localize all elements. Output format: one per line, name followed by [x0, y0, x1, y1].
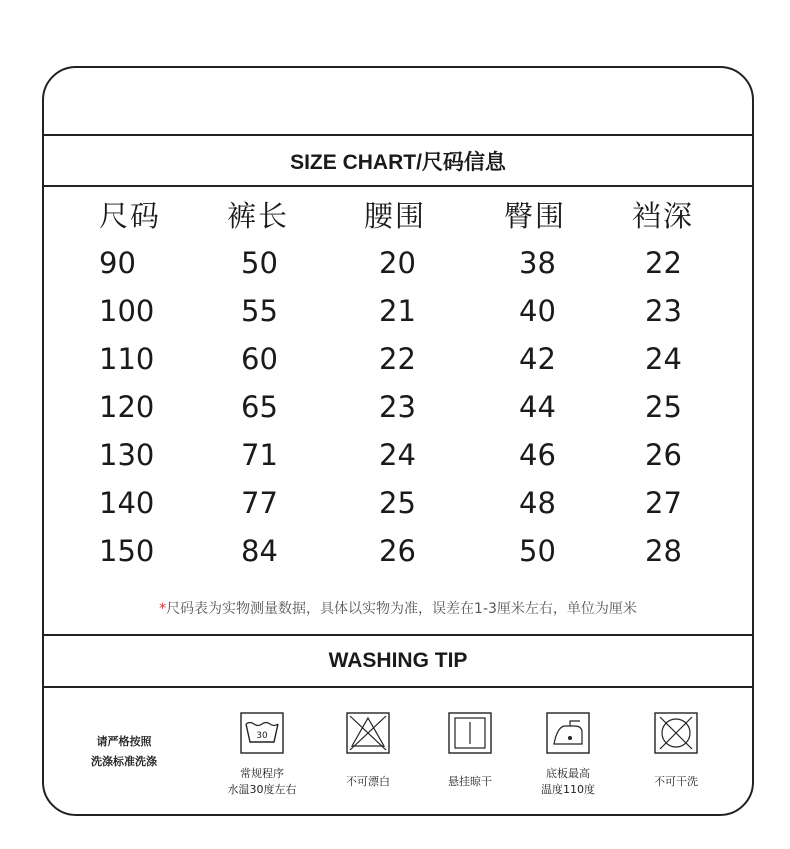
icon-label: [415, 774, 525, 790]
table-cell: 71: [241, 438, 278, 472]
icon-label-line: 底板最高: [546, 767, 590, 780]
table-cell: 40: [519, 294, 556, 328]
table-cell: 65: [241, 390, 278, 424]
hang-dry-icon: [448, 712, 492, 754]
icon-label-line: 温度110度: [541, 783, 595, 796]
washing-intro: [64, 732, 184, 772]
table-cell: 44: [519, 390, 556, 424]
icon-label: [513, 766, 623, 798]
table-cell: 23: [379, 390, 416, 424]
note-asterisk: *: [159, 601, 167, 617]
table-cell: 50: [241, 246, 278, 280]
icon-label-line: 水温30度左右: [227, 783, 297, 796]
table-cell: 26: [645, 438, 682, 472]
no-dry-clean-icon: [654, 712, 698, 754]
icon-label-line: 不可漂白: [346, 775, 390, 788]
table-cell: 26: [379, 534, 416, 568]
table-cell: 28: [645, 534, 682, 568]
table-cell: 22: [379, 342, 416, 376]
table-cell: 120: [99, 390, 155, 424]
table-cell: 27: [645, 486, 682, 520]
no-bleach-icon: [346, 712, 390, 754]
icon-label: [207, 766, 317, 798]
column-header-crotch-depth: 裆深: [632, 199, 695, 233]
table-cell: 60: [241, 342, 278, 376]
note-text: 尺码表为实物测量数据，具体以实物为准，误差在1-3厘米左右，单位为厘米: [166, 601, 637, 617]
table-cell: 25: [645, 390, 682, 424]
icon-label-line: 不可干洗: [654, 775, 698, 788]
column-header-hip: 臀围: [504, 199, 567, 233]
table-cell: 130: [99, 438, 155, 472]
size-chart-card: [42, 66, 754, 816]
table-cell: 42: [519, 342, 556, 376]
iron-low-icon: [546, 712, 590, 754]
icon-label-line: 常规程序: [240, 767, 284, 780]
size-chart-title: SIZE CHART/尺码信息: [44, 134, 752, 187]
table-cell: 150: [99, 534, 155, 568]
table-cell: 77: [241, 486, 278, 520]
column-header-waist: 腰围: [364, 199, 427, 233]
table-cell: 22: [645, 246, 682, 280]
measurement-note: [44, 598, 752, 618]
icon-label: [621, 774, 731, 790]
wash-30-icon: [240, 712, 284, 754]
table-cell: 46: [519, 438, 556, 472]
table-cell: 50: [519, 534, 556, 568]
table-cell: 140: [99, 486, 155, 520]
washing-intro-line: 洗涤标准洗涤: [91, 755, 157, 768]
table-cell: 24: [379, 438, 416, 472]
table-cell: 25: [379, 486, 416, 520]
washing-tip-title: WASHING TIP: [44, 634, 752, 688]
table-cell: 21: [379, 294, 416, 328]
table-cell: 55: [241, 294, 278, 328]
table-cell: 84: [241, 534, 278, 568]
column-header-size: 尺码: [99, 199, 162, 233]
table-cell: 90: [99, 246, 136, 280]
wash-temp-number: 30: [256, 731, 268, 741]
table-cell: 20: [379, 246, 416, 280]
table-cell: 110: [99, 342, 155, 376]
table-cell: 100: [99, 294, 155, 328]
table-cell: 48: [519, 486, 556, 520]
icon-label: [313, 774, 423, 790]
icon-label-line: 悬挂晾干: [448, 775, 492, 788]
table-cell: 24: [645, 342, 682, 376]
table-cell: 38: [519, 246, 556, 280]
table-cell: 23: [645, 294, 682, 328]
washing-intro-line: 请严格按照: [96, 735, 152, 748]
column-header-pants-length: 裤长: [227, 199, 290, 233]
